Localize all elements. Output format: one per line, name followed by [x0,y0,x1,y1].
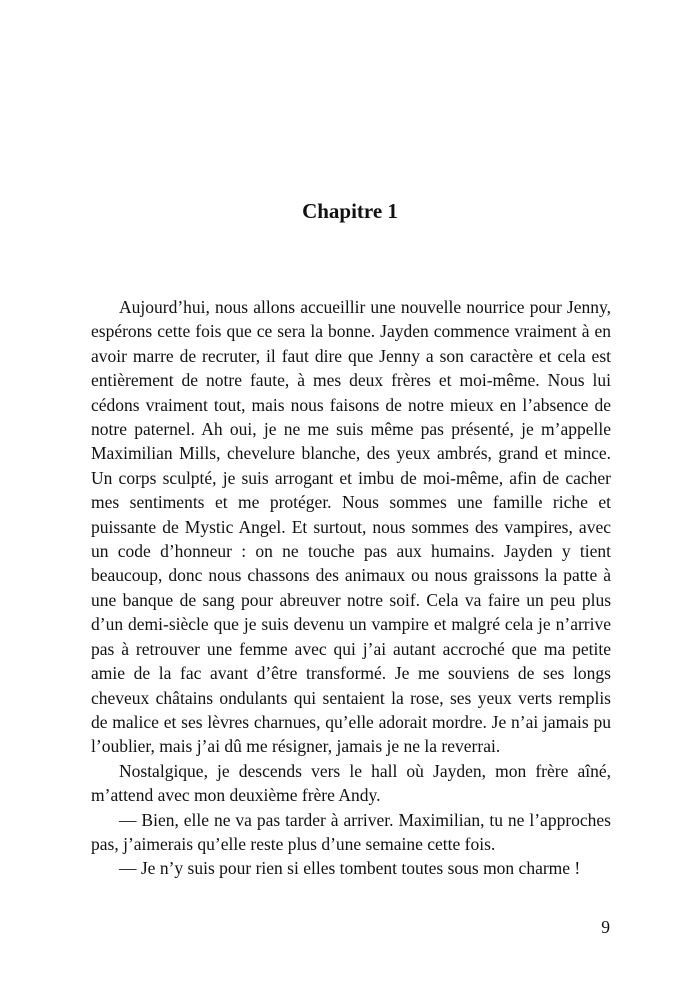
page-number: 9 [601,917,610,937]
chapter-title: Chapitre 1 [302,199,398,223]
chapter-body [91,295,611,881]
dialogue-line-1: — Bien, elle ne va pas tarder à arriver. Maximilian, tu ne l’approches pas, j’aimerais qu’elle reste plus d’une semaine cette fois. [91,809,611,854]
dialogue-line-2: — Je n’y suis pour rien si elles tombent toutes sous mon charme ! [119,858,581,879]
paragraph-2: Nostalgique, je descends vers le hall où Jayden, mon frère aîné, m’attend avec mon deuxième frère Andy. [91,760,611,806]
paragraph-1: Aujourd’hui, nous allons accueillir une nouvelle nourrice pour Jenny, espérons cette fois que ce sera la bonne. Jayden commence vraiment à en avoir marre de recruter, il faut dire que Jenny a son caractère et cela est entièrement de notre faute, à mes deux frères et moi-même. Nous lui cédons vraiment tout, mais nous faisons de notre mieux en l’absence de notre paternel. Ah oui, je ne me suis même pas présenté, je m’appelle Maximilian Mills, chevelure blanche, des yeux ambrés, grand et mince. Un corps sculpté, je suis arrogant et imbu de moi-même, afin de cacher mes sentiments et me protéger. Nous sommes une famille riche et puissante de Mystic Angel. Et surtout, nous sommes des vampires, avec un code d’honneur : on ne touche pas aux humains. Jayden y tient beaucoup, donc nous chassons des animaux ou nous graissons la patte à une banque de sang pour abreuver notre soif. Cela va faire un peu plus d’un demi-siècle que je suis devenu un vampire et malgré cela je n’arrive pas à retrouver une femme avec qui j’ai autant accroché que ma petite amie de la fac avant d’être transformé. Je me souviens de ses longs cheveux châtains ondulants qui sentaient la rose, ses yeux verts remplis de malice et ses lèvres charnues, qu’elle adorait mordre. Je n’ai jamais pu l’oublier, mais j’ai dû me résigner, jamais je ne la reverrai. [91,297,611,757]
